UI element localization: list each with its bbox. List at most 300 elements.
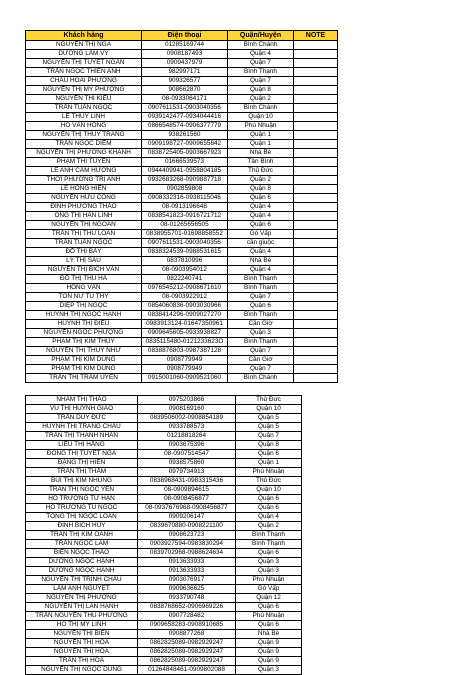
phone-cell[interactable]: 0983913124-01647350961: [142, 320, 228, 329]
district-cell[interactable]: Cần Giờ: [228, 320, 294, 329]
phone-cell[interactable]: 0915001060-0909521060: [142, 374, 228, 383]
header-customer[interactable]: Khách hàng: [26, 31, 142, 41]
phone-cell[interactable]: 0976545212-0908671610: [142, 284, 228, 293]
customer-name-cell[interactable]: LÝ THỊ SÁU: [26, 257, 142, 266]
district-cell[interactable]: Quận 6: [236, 495, 302, 504]
customer-name-cell[interactable]: NGUYỄN THỊ NGOAN: [26, 221, 142, 230]
table-row: [26, 140, 338, 149]
note-cell[interactable]: [294, 329, 338, 338]
district-cell[interactable]: Quận 3: [236, 567, 302, 576]
phone-cell[interactable]: 908662870: [142, 86, 228, 95]
customer-name-cell[interactable]: CHÂU HOÀI PHƯƠNG: [26, 77, 142, 86]
customer-name-cell[interactable]: PHẠM THỊ KIM DUNG: [26, 365, 142, 374]
phone-cell[interactable]: 0909437979: [142, 59, 228, 68]
district-cell[interactable]: Bình Chánh: [228, 374, 294, 383]
customer-table-2: [25, 395, 302, 675]
district-cell[interactable]: Quận 5: [236, 423, 302, 432]
table-row: [26, 68, 338, 77]
table-row: [26, 450, 302, 459]
customer-name-cell[interactable]: TRẦN NGUYỄN THÙ PHƯƠNG: [26, 612, 138, 621]
customer-name-cell[interactable]: NGUYỄN THỊ BÍCH VÂN: [26, 266, 142, 275]
district-cell[interactable]: Quận 8: [228, 185, 294, 194]
phone-cell[interactable]: 08-0933064171: [142, 95, 228, 104]
customer-name-cell[interactable]: TRẦN NGỌC THIÊN ANH: [26, 68, 142, 77]
note-cell[interactable]: [294, 302, 338, 311]
district-cell[interactable]: Quận 7: [228, 347, 294, 356]
table-row: [26, 59, 338, 68]
note-cell[interactable]: [294, 239, 338, 248]
district-cell[interactable]: Quận 2: [236, 522, 302, 531]
phone-cell[interactable]: 08-0913196648: [142, 203, 228, 212]
district-cell[interactable]: Phú Nhuận: [236, 612, 302, 621]
customer-name-cell[interactable]: NGUYỄN THỊ THÙY NHƯ: [26, 347, 142, 356]
district-cell[interactable]: Bình Thạnh: [236, 540, 302, 549]
district-cell[interactable]: cần giuộc: [228, 239, 294, 248]
phone-cell[interactable]: 01218818264: [138, 432, 236, 441]
phone-cell[interactable]: 01264848461-0909802088: [138, 666, 236, 675]
customer-name-cell[interactable]: DƯƠNG LÂM VỸ: [26, 50, 142, 59]
table-row: [26, 86, 338, 95]
customer-name-cell[interactable]: LÂM ANH NGUYỆT: [26, 585, 138, 594]
district-cell[interactable]: Bình Thạnh: [228, 338, 294, 347]
note-cell[interactable]: [294, 230, 338, 239]
table-row: [26, 639, 302, 648]
customer-name-cell[interactable]: TRẦN TUẤN NGỌC: [26, 104, 142, 113]
table-row: [26, 522, 302, 531]
note-cell[interactable]: [294, 248, 338, 257]
table-row: [26, 248, 338, 257]
phone-cell[interactable]: 0862825089-0982929247: [138, 657, 236, 666]
customer-name-cell[interactable]: TRẦN THỊ THU LOAN: [26, 230, 142, 239]
phone-cell[interactable]: 01666539573: [142, 158, 228, 167]
phone-cell[interactable]: 0838768652-0906969226: [138, 603, 236, 612]
phone-cell[interactable]: 0932683268-0909887718: [142, 176, 228, 185]
phone-cell[interactable]: 0903675396: [138, 441, 236, 450]
customer-name-cell[interactable]: NGUYỄN THỊ BIÊN: [26, 630, 138, 639]
customer-name-cell[interactable]: ĐẶNG THỊ HIỀN: [26, 459, 138, 468]
table-row: [26, 275, 338, 284]
district-cell[interactable]: Quận 6: [236, 549, 302, 558]
phone-cell[interactable]: 0909636625: [138, 585, 236, 594]
district-cell[interactable]: Quận 2: [228, 176, 294, 185]
table-row: [26, 176, 338, 185]
customer-name-cell[interactable]: THỚI PHƯƠNG TRỊ ANH: [26, 176, 142, 185]
note-cell[interactable]: [294, 347, 338, 356]
phone-cell[interactable]: 0862825089-0982929247: [138, 648, 236, 657]
district-cell[interactable]: Quận 4: [236, 513, 302, 522]
table-row: [26, 239, 338, 248]
phone-cell[interactable]: 0839702968-0988624634: [138, 549, 236, 558]
phone-cell[interactable]: 08-0903954012: [142, 266, 228, 275]
phone-cell[interactable]: 0909198727-0909655842: [142, 140, 228, 149]
customer-name-cell[interactable]: ĐỖ THỊ THU HÀ: [26, 275, 142, 284]
customer-name-cell[interactable]: NGUYỄN THỊ HÒA: [26, 639, 138, 648]
table-row: [26, 486, 302, 495]
note-cell[interactable]: [294, 221, 338, 230]
table-row: [26, 414, 302, 423]
district-cell[interactable]: Quận 6: [236, 603, 302, 612]
table-row: [26, 149, 338, 158]
phone-cell[interactable]: 0909658283-0908910685: [138, 621, 236, 630]
phone-cell[interactable]: 0908332316-0938115046: [142, 194, 228, 203]
table-row: [26, 567, 302, 576]
table-row: [26, 50, 338, 59]
customer-name-cell[interactable]: HỒ VÂN HỒNG: [26, 122, 142, 131]
table-row: [26, 441, 302, 450]
table-row: [26, 432, 302, 441]
phone-cell[interactable]: 0854060836-0903030966: [142, 302, 228, 311]
customer-name-cell[interactable]: NGUYỄN THỊ HÒA: [26, 648, 138, 657]
table-row: [26, 374, 338, 383]
table-row: [26, 513, 302, 522]
district-cell[interactable]: Quận 3: [228, 329, 294, 338]
table-row: [26, 257, 338, 266]
note-cell[interactable]: [294, 68, 338, 77]
table-row: [26, 338, 338, 347]
customer-name-cell[interactable]: TRẦN THỊ HÒA: [26, 657, 138, 666]
table-row: [26, 293, 338, 302]
customer-name-cell[interactable]: NGUYỄN THỊ NGỌC DUNG: [26, 666, 138, 675]
district-cell[interactable]: Quận 7: [228, 59, 294, 68]
phone-cell[interactable]: 0822240741: [142, 275, 228, 284]
district-cell[interactable]: Bình Chánh: [228, 41, 294, 50]
district-cell[interactable]: Quận 4: [228, 266, 294, 275]
district-cell[interactable]: Tân Bình: [228, 158, 294, 167]
customer-name-cell[interactable]: NGUYỄN HỮU CÔNG: [26, 194, 142, 203]
district-cell[interactable]: Quận 12: [236, 594, 302, 603]
district-cell[interactable]: Thủ Đức: [236, 396, 302, 405]
phone-cell[interactable]: 938261560: [142, 131, 228, 140]
customer-name-cell[interactable]: DƯƠNG NGỌC HẠNH: [26, 558, 138, 567]
customer-name-cell[interactable]: ĐINH BÍCH HUY: [26, 522, 138, 531]
district-cell[interactable]: Quận 1: [228, 140, 294, 149]
note-cell[interactable]: [294, 167, 338, 176]
table-row: [26, 576, 302, 585]
table-row: [26, 396, 302, 405]
table-row: [26, 230, 338, 239]
district-cell[interactable]: Quận 9: [236, 648, 302, 657]
phone-cell[interactable]: 08-0909894615: [138, 486, 236, 495]
phone-cell[interactable]: 08-0937676968-0908456877: [138, 504, 236, 513]
district-cell[interactable]: Quận 6: [228, 221, 294, 230]
table-row: [26, 203, 338, 212]
header-note[interactable]: NOTE: [294, 31, 338, 41]
phone-cell[interactable]: 08-0903922912: [142, 293, 228, 302]
table-row: [26, 221, 338, 230]
district-cell[interactable]: Quận 3: [236, 558, 302, 567]
phone-cell[interactable]: 0862825089-0982929247: [138, 639, 236, 648]
table-header-row: [26, 31, 338, 41]
header-district[interactable]: Quận/Huyện: [228, 31, 294, 41]
district-cell[interactable]: Quận 6: [236, 621, 302, 630]
customer-name-cell[interactable]: BIỆN NGỌC THẢO: [26, 549, 138, 558]
table-row: [26, 612, 302, 621]
district-cell[interactable]: Bình Thạnh: [236, 531, 302, 540]
table-row: [26, 77, 338, 86]
phone-cell[interactable]: 0838968431-0983315436: [138, 477, 236, 486]
table-row: [26, 495, 302, 504]
district-cell[interactable]: Quận 4: [228, 248, 294, 257]
district-cell[interactable]: Quận 6: [236, 450, 302, 459]
note-cell[interactable]: [294, 266, 338, 275]
district-cell[interactable]: Quận 3: [236, 666, 302, 675]
district-cell[interactable]: Cần Giờ: [228, 356, 294, 365]
note-cell[interactable]: [294, 77, 338, 86]
customer-name-cell[interactable]: BÙI THỊ KIM NHUNG: [26, 477, 138, 486]
note-cell[interactable]: [294, 320, 338, 329]
table-row: [26, 477, 302, 486]
district-cell[interactable]: Quận 10: [236, 486, 302, 495]
phone-cell[interactable]: 0907611531-0903040356: [142, 239, 228, 248]
header-phone[interactable]: Điện thoại: [142, 31, 228, 41]
district-cell[interactable]: Quận 4: [228, 50, 294, 59]
note-cell[interactable]: [294, 140, 338, 149]
district-cell[interactable]: Quận 6: [228, 302, 294, 311]
customer-name-cell[interactable]: DIỆP THỊ NGỌC: [26, 302, 142, 311]
table-row: [26, 549, 302, 558]
district-cell[interactable]: Nhà Bè: [228, 149, 294, 158]
phone-cell[interactable]: 08-0908456877: [138, 495, 236, 504]
district-cell[interactable]: Quận 7: [228, 77, 294, 86]
district-cell[interactable]: Gò Vấp: [228, 230, 294, 239]
table-row: [26, 540, 302, 549]
district-cell[interactable]: Quận 1: [236, 459, 302, 468]
phone-cell[interactable]: 0909206147: [138, 513, 236, 522]
table-row: [26, 603, 302, 612]
phone-cell[interactable]: 0838876803-0987387128: [142, 347, 228, 356]
phone-cell[interactable]: 0938575860: [138, 459, 236, 468]
customer-name-cell[interactable]: HỒNG VÂN: [26, 284, 142, 293]
phone-cell[interactable]: 0975203866: [138, 396, 236, 405]
customer-name-cell[interactable]: PHẠM THỊ KIM THỦY: [26, 338, 142, 347]
note-cell[interactable]: [294, 293, 338, 302]
note-cell[interactable]: [294, 50, 338, 59]
phone-cell[interactable]: 0913633933: [138, 567, 236, 576]
table-row: [26, 329, 338, 338]
phone-cell[interactable]: 982997171: [142, 68, 228, 77]
table-row: [26, 405, 302, 414]
district-cell[interactable]: Quận 4: [228, 203, 294, 212]
phone-cell[interactable]: 0939142477-0934044416: [142, 113, 228, 122]
customer-name-cell[interactable]: NHÂM THỊ THẢO: [26, 396, 138, 405]
customer-name-cell[interactable]: HUỲNH THỊ ĐIỀU: [26, 320, 142, 329]
phone-cell[interactable]: 0838414296-0909027270: [142, 311, 228, 320]
customer-name-cell[interactable]: PHẠM THỊ TUYỀN: [26, 158, 142, 167]
district-cell[interactable]: Thủ Đức: [236, 477, 302, 486]
customer-name-cell[interactable]: NGUYỄN THỊ TRINH CHÂU: [26, 576, 138, 585]
customer-name-cell[interactable]: TỐNG THỊ NGỌC LOAN: [26, 513, 138, 522]
phone-cell[interactable]: 0907728482: [138, 612, 236, 621]
table-row: [26, 558, 302, 567]
phone-cell[interactable]: 0835115480-0121233623O: [142, 338, 228, 347]
table-row: [26, 356, 338, 365]
note-cell[interactable]: [294, 275, 338, 284]
district-cell[interactable]: Thủ Đức: [228, 167, 294, 176]
district-cell[interactable]: Nhà Bè: [236, 630, 302, 639]
customer-name-cell[interactable]: LÊ THÙY LINH: [26, 113, 142, 122]
district-cell[interactable]: Bình Chánh: [228, 104, 294, 113]
customer-name-cell[interactable]: VŨ THỊ HUỲNH GIAO: [26, 405, 138, 414]
customer-name-cell[interactable]: NGUYỄN THỊ PHƯƠNG KHANH: [26, 149, 142, 158]
note-cell[interactable]: [294, 212, 338, 221]
district-cell[interactable]: Phú Nhuận: [228, 122, 294, 131]
phone-cell[interactable]: 0909645605-0933938827: [142, 329, 228, 338]
district-cell[interactable]: Bình Thạnh: [228, 275, 294, 284]
customer-name-cell[interactable]: TRẦN THỊ NGỌC YẾN: [26, 486, 138, 495]
customer-name-cell[interactable]: TRẦN THỊ THANH NHÀN: [26, 432, 138, 441]
district-cell[interactable]: Phú Nhuận: [236, 576, 302, 585]
customer-name-cell[interactable]: NGUYỄN THỊ NGA: [26, 41, 142, 50]
phone-cell[interactable]: 08-0907514547: [138, 450, 236, 459]
district-cell[interactable]: Quận 4: [228, 212, 294, 221]
phone-cell[interactable]: 0866548574-0906377779: [142, 122, 228, 131]
district-cell[interactable]: Quận 7: [236, 432, 302, 441]
district-cell[interactable]: Nhà Bè: [228, 257, 294, 266]
district-cell[interactable]: Quận 10: [236, 405, 302, 414]
note-cell[interactable]: [294, 374, 338, 383]
table-row: [26, 365, 338, 374]
note-cell[interactable]: [294, 122, 338, 131]
table-row: [26, 657, 302, 666]
note-cell[interactable]: [294, 185, 338, 194]
note-cell[interactable]: [294, 104, 338, 113]
note-cell[interactable]: [294, 284, 338, 293]
district-cell[interactable]: Gò Vấp: [236, 585, 302, 594]
note-cell[interactable]: [294, 365, 338, 374]
phone-cell[interactable]: 08-01265656505: [142, 221, 228, 230]
note-cell[interactable]: [294, 113, 338, 122]
district-cell[interactable]: Phú Nhuận: [236, 468, 302, 477]
customer-name-cell[interactable]: HUỲNH THỊ NGỌC HẠNH: [26, 311, 142, 320]
note-cell[interactable]: [294, 149, 338, 158]
customer-name-cell[interactable]: TRẦN THỊ KIM OANH: [26, 531, 138, 540]
table-row: [26, 648, 302, 657]
table-row: [26, 95, 338, 104]
customer-name-cell[interactable]: LIỄU THỊ HẰNG: [26, 441, 138, 450]
phone-cell[interactable]: 0933788573: [138, 423, 236, 432]
customer-name-cell[interactable]: TRẦN DUY ĐỨC: [26, 414, 138, 423]
phone-cell[interactable]: 0944409941-0958804185: [142, 167, 228, 176]
phone-cell[interactable]: 909326577: [142, 77, 228, 86]
note-cell[interactable]: [294, 311, 338, 320]
note-cell[interactable]: [294, 194, 338, 203]
customer-name-cell[interactable]: HỒ TRƯƠNG TÚ NGỌC: [26, 504, 138, 513]
phone-cell[interactable]: 0908623723: [138, 531, 236, 540]
note-cell[interactable]: [294, 257, 338, 266]
district-cell[interactable]: Bình Thạnh: [228, 68, 294, 77]
district-cell[interactable]: Bình Thạnh: [228, 311, 294, 320]
phone-cell[interactable]: 0838955701-01698858552: [142, 230, 228, 239]
table-row: [26, 266, 338, 275]
district-cell[interactable]: Quận 8: [236, 441, 302, 450]
customer-name-cell[interactable]: TRẦN TUẤN NGỌC: [26, 239, 142, 248]
customer-name-cell[interactable]: NGUYỄN THỊ TUYẾT NGÂN: [26, 59, 142, 68]
phone-cell[interactable]: 0838541823-0916721712: [142, 212, 228, 221]
customer-name-cell[interactable]: NGUYỄN THỊ MỸ PHƯỢNG: [26, 86, 142, 95]
customer-name-cell[interactable]: ĐINH PHƯƠNG THẢO: [26, 203, 142, 212]
note-cell[interactable]: [294, 86, 338, 95]
phone-cell[interactable]: 0908187493: [142, 50, 228, 59]
customer-name-cell[interactable]: TRẦN THỊ TRÂM UYÊN: [26, 374, 142, 383]
phone-cell[interactable]: 0908779949: [142, 365, 228, 374]
note-cell[interactable]: [294, 95, 338, 104]
customer-name-cell[interactable]: HỒ THỊ MỸ LINH: [26, 621, 138, 630]
district-cell[interactable]: Quận 5: [236, 414, 302, 423]
district-cell[interactable]: Quận 8: [228, 86, 294, 95]
phone-cell[interactable]: 0908169160: [138, 405, 236, 414]
note-cell[interactable]: [294, 41, 338, 50]
district-cell[interactable]: Quận 9: [236, 639, 302, 648]
customer-name-cell[interactable]: NGUYỄN THỊ THÙY TRANG: [26, 131, 142, 140]
customer-name-cell[interactable]: LÊ HỒNG HIỀN: [26, 185, 142, 194]
phone-cell[interactable]: 0913633933: [138, 558, 236, 567]
note-cell[interactable]: [294, 338, 338, 347]
customer-name-cell[interactable]: HUỲNH THỊ TRANG CHÂU: [26, 423, 138, 432]
customer-name-cell[interactable]: PHẠM THỊ KIM DUNG: [26, 356, 142, 365]
phone-cell[interactable]: 0837810996: [142, 257, 228, 266]
customer-name-cell[interactable]: HỒ TRƯỜNG TỪ HẠN: [26, 495, 138, 504]
district-cell[interactable]: Quận 9: [236, 657, 302, 666]
table-row: [26, 311, 338, 320]
customer-name-cell[interactable]: NGUYỄN THỊ KIỀU: [26, 95, 142, 104]
phone-cell[interactable]: 0839506002-0908854189: [138, 414, 236, 423]
note-cell[interactable]: [294, 158, 338, 167]
customer-name-cell[interactable]: ĐỖ THỊ BẢY: [26, 248, 142, 257]
phone-cell[interactable]: 0908779949: [142, 356, 228, 365]
table-row: [26, 104, 338, 113]
district-cell[interactable]: Quận 1: [228, 131, 294, 140]
note-cell[interactable]: [294, 59, 338, 68]
phone-cell[interactable]: 0907611531-0903040356: [142, 104, 228, 113]
district-cell[interactable]: Quận 7: [228, 365, 294, 374]
customer-name-cell[interactable]: TÔN NỮ TÚ THY: [26, 293, 142, 302]
district-cell[interactable]: Quận 2: [228, 95, 294, 104]
table-row: [26, 194, 338, 203]
customer-name-cell[interactable]: TRẦN NGỌC DIỄM: [26, 140, 142, 149]
customer-name-cell[interactable]: NGUYỄN THỊ PHƯỢNG: [26, 594, 138, 603]
phone-cell[interactable]: 0902859808: [142, 185, 228, 194]
phone-cell[interactable]: 0908877268: [138, 630, 236, 639]
phone-cell[interactable]: 01285169744: [142, 41, 228, 50]
district-cell[interactable]: Bình Thạnh: [228, 284, 294, 293]
phone-cell[interactable]: 0979734913: [138, 468, 236, 477]
customer-name-cell[interactable]: ĐỒNG THỊ TUYẾT NGA: [26, 450, 138, 459]
phone-cell[interactable]: 0903927594-0983830294: [138, 540, 236, 549]
note-cell[interactable]: [294, 356, 338, 365]
customer-name-cell[interactable]: ÔNG THỊ HÂN LINH: [26, 212, 142, 221]
customer-name-cell[interactable]: LÊ ANH CẨM HƯỜNG: [26, 167, 142, 176]
district-cell[interactable]: Quận 10: [228, 113, 294, 122]
phone-cell[interactable]: 0838324539-0988531615: [142, 248, 228, 257]
district-cell[interactable]: Quận 7: [228, 293, 294, 302]
customer-name-cell[interactable]: TRẦN NGỌC LAM: [26, 540, 138, 549]
customer-name-cell[interactable]: NGUYỄN THỊ LAN HẠNH: [26, 603, 138, 612]
note-cell[interactable]: [294, 203, 338, 212]
customer-table-1: [25, 30, 338, 383]
phone-cell[interactable]: 0903076917: [138, 576, 236, 585]
phone-cell[interactable]: 0838725405-0903667923: [142, 149, 228, 158]
table-row: [26, 167, 338, 176]
customer-name-cell[interactable]: DƯƠNG NGỌC HẠNH: [26, 567, 138, 576]
note-cell[interactable]: [294, 131, 338, 140]
phone-cell[interactable]: 0839670880-0908221100: [138, 522, 236, 531]
phone-cell[interactable]: 0933790748: [138, 594, 236, 603]
customer-name-cell[interactable]: NGUYỄN NGỌC PHƯỢNG: [26, 329, 142, 338]
customer-name-cell[interactable]: TRẦN THỊ THẮM: [26, 468, 138, 477]
district-cell[interactable]: Quận 6: [228, 194, 294, 203]
note-cell[interactable]: [294, 176, 338, 185]
district-cell[interactable]: Quận 6: [236, 504, 302, 513]
